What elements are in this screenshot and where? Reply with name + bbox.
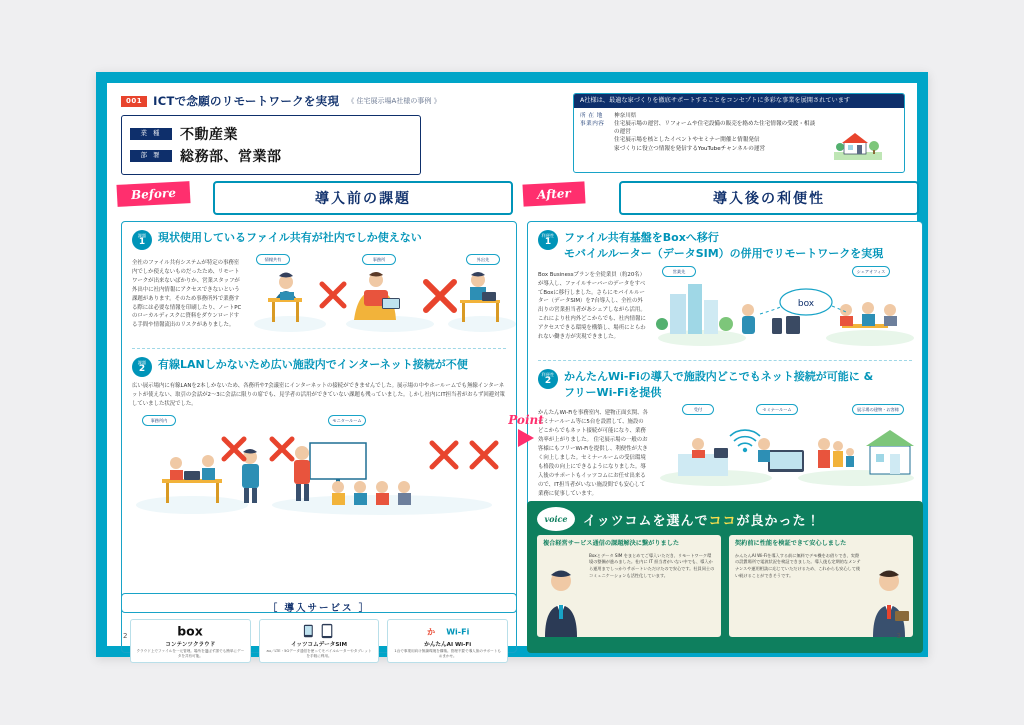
service-name: コンテンツクラウド xyxy=(165,642,216,648)
voice-title xyxy=(583,510,821,529)
after-item-2-body-col xyxy=(538,404,648,498)
after-item-1-title-line2: モバイルルーター（データSIM）の併用でリモートワークを実現 xyxy=(564,246,884,260)
company-info-key: 所 在 地 xyxy=(580,113,603,120)
page-subtitle: 《 住宅展示場A社様の事例 》 xyxy=(347,97,441,105)
after-item-2-badge xyxy=(538,369,558,389)
after-item-2-label-2: 展示場の建物・お客様 xyxy=(852,404,904,415)
company-info-row xyxy=(580,112,820,120)
voice-card-1-heading: 複合経営サービス通信の課題解決に繋がりました xyxy=(543,540,680,547)
voice-cards xyxy=(527,533,923,645)
wifi-router-icon xyxy=(390,623,505,639)
voice-person-1-illustration xyxy=(539,565,583,637)
after-item-1-title-line1: ファイル共有基盤をBoxへ移行 xyxy=(564,231,719,244)
after-item-2-head xyxy=(538,369,912,401)
after-item-2-body: かんたんWi-Fiを事務室内、建物正面玄関、各セミナールーム等に5台を設置して、施設のどこからでもネット接続が可能になり、業務効率が上がりました。 住宅展示場の一般のお客様にもフリーWi-Fiを提供し、利便性が大きく向上しました。セミナールームの受信環境も格段の向上にできるようになりました。導入後のサポートもイッツコムにお任せ出来るので、IT担当者がいない施設間でも安心して業務に従事しています。 xyxy=(538,410,648,497)
svg-text:box: box xyxy=(797,298,815,309)
before-item-1-title: 現状使用しているファイル共有が社内でしか使えない xyxy=(158,231,422,244)
industry-row xyxy=(130,124,412,144)
before-item-1-illustration xyxy=(250,254,520,338)
voice-card-2-text: かんたんAI Wi-Fiを導入する前に無料でデモ機をお借りでき、実際の設置場所で電波状況を検証できました。導入後も定期的なメンテナンスや運用相談に応じていただけるため、これからも安心して使い続けることができそうです。 xyxy=(735,552,861,578)
service-desc: クラウド上でファイルを一元管理。場所を選ばず誰でも簡単にデータを共有可能。 xyxy=(136,649,245,658)
after-item-1-head xyxy=(538,230,912,262)
before-item-1-label-2: 外出先 xyxy=(466,254,500,265)
department-label: 部 署 xyxy=(130,150,172,162)
page-number-right: 3 xyxy=(896,632,901,640)
company-info-value: 家づくりに役立つ情報を発信するYouTubeチャンネルの運営 xyxy=(614,145,766,152)
point-marker xyxy=(505,413,547,447)
point-label: Point xyxy=(508,413,544,427)
voice-header xyxy=(527,501,923,533)
page-number-left: 2 xyxy=(123,632,128,640)
department-value: 総務部、営業部 xyxy=(180,149,282,165)
service-card-sim[interactable] xyxy=(259,619,380,663)
document-header xyxy=(121,93,576,175)
after-item-1-title-group xyxy=(564,230,883,262)
header-title-row xyxy=(121,93,576,109)
before-item-1-label-1: 事務所 xyxy=(362,254,396,265)
company-info-headline: A社様は、最適な家づくりを徹底サポートすることをコンセプトに多彩な事業を展開されています xyxy=(574,94,904,108)
kantan-wifi-icon xyxy=(413,623,483,639)
services-row xyxy=(130,619,508,663)
before-ribbon xyxy=(121,181,517,221)
before-item-2-badge-top: 課題 xyxy=(137,360,147,365)
before-band xyxy=(213,181,513,215)
company-info-key: 事業内容 xyxy=(580,121,605,128)
voice-card-2-heading: 契約前に性能を検証できて安心しました xyxy=(735,540,847,547)
before-item-2-label-0: 事務所内 xyxy=(142,415,176,426)
after-item-1-body-col xyxy=(538,266,648,350)
company-info-value: 住宅展示場の運営、リフォームや住宅設備の販売を絡めた住宅情報の受渡・相談の運営 xyxy=(614,121,816,136)
before-band-label: 導入前の課題 xyxy=(315,191,411,207)
office-remote-illustration xyxy=(250,254,520,338)
after-item-1-badge-top: 利便性 xyxy=(541,233,555,238)
company-info-row xyxy=(580,136,820,144)
after-band xyxy=(619,181,919,215)
company-info-value: 住宅展示場を核としたイベントやセミナー開催と情報発信 xyxy=(614,137,760,144)
after-item-1-badge-num: 1 xyxy=(544,237,552,247)
voice-title-emphasis: ココ xyxy=(708,513,737,529)
before-item-2-badge-num: 2 xyxy=(138,364,146,374)
company-info-row xyxy=(580,120,820,136)
after-item-1-label-0: 営業先 xyxy=(662,266,696,277)
after-item-2-label-0: 受付 xyxy=(682,404,714,415)
company-info-body xyxy=(574,108,904,157)
after-item-2-title-line2: フリーWi-Fiを提供 xyxy=(564,385,662,399)
before-item-2-label-1: モニタールーム xyxy=(328,415,366,426)
after-item-2-badge-top: 利便性 xyxy=(541,371,555,377)
before-item-2-title: 有線LANしかないため広い施設内でインターネット接続が不便 xyxy=(158,358,468,371)
industry-box xyxy=(121,115,421,175)
point-arrow-icon xyxy=(518,429,534,447)
before-item-2-badge xyxy=(132,357,152,377)
before-divider xyxy=(132,348,506,349)
service-name: かんたんAI Wi-Fi xyxy=(424,642,472,648)
industry-value: 不動産業 xyxy=(180,127,238,143)
voice-badge: voice xyxy=(537,507,575,531)
voice-card-1 xyxy=(537,535,721,637)
sim-device-icon xyxy=(262,623,377,639)
spread-inner xyxy=(107,83,917,658)
after-item-2-content xyxy=(538,404,912,498)
svg-text:か: か xyxy=(426,627,435,637)
voice-title-pre: イッツコムを選んで xyxy=(583,513,709,529)
svg-text:Wi-Fi: Wi-Fi xyxy=(445,627,469,637)
company-info-value: 神奈川県 xyxy=(614,113,637,120)
box-wordmark-icon xyxy=(160,623,220,639)
company-info-rows xyxy=(580,112,820,153)
company-info-key xyxy=(580,145,614,153)
after-item-1-illustration xyxy=(656,266,918,350)
sim-router-icon xyxy=(294,623,344,639)
after-item-2-badge-num: 2 xyxy=(544,375,552,386)
after-item-1-content xyxy=(538,266,912,350)
voice-person-2-illustration xyxy=(867,565,911,637)
before-item-1-body: 全社のファイル共有システムが特定の事務室内でしか使えないものだったため、リモートワークが出来ないばかりか、営業スタッフが外出中に社内情報にアクセスできないという課題があります。そのため事務所外で業務する際には必要な情報を印刷したり、ノートPCのローカルディスクに資料をダウンロードする手間や情報流出のリスクがありました。 xyxy=(132,260,242,329)
voice-card-1-text: Boxとデータ SIM をまとめてご導入いただき、リモートワーク環境の整備が進みました。社内に IT 担当者がいない中でも、導入から運用までしっかりサポートいただけたので安心です。社員同士のコミュニケーションも活性化しています。 xyxy=(589,552,715,578)
page-title: ICTで念願のリモートワークを実現 xyxy=(153,94,340,108)
company-info-art xyxy=(826,112,898,153)
before-item-1-badge xyxy=(132,230,152,250)
after-item-1-badge xyxy=(538,230,558,250)
before-item-1-badge-num: 1 xyxy=(138,237,146,247)
box-remote-work-illustration xyxy=(656,266,918,350)
company-info-key xyxy=(580,136,614,144)
before-tab-label: Before xyxy=(116,181,190,207)
before-item-2-head xyxy=(132,357,506,377)
before-item-1-content xyxy=(132,254,506,338)
before-column xyxy=(121,181,517,613)
after-item-2-title-line1: かんたんWi-Fiの導入で施設内どこでもネット接続が可能に & xyxy=(564,369,874,383)
industry-label: 業 種 xyxy=(130,128,172,140)
wifi-facility-illustration xyxy=(656,404,918,488)
box-logo-icon xyxy=(133,623,248,639)
brochure-spread xyxy=(96,72,928,657)
after-band-label: 導入後の利便性 xyxy=(713,191,825,207)
after-item-1-body: Box Businessプランを全従業員（約20名）が導入し、ファイルサーバーのデータをすべてBoxに移行しました。さらにモバイルルーター（データSIM）を7台導入し、全社の外出りの営業担当者があシェアしながら活用。これにより社内外どこからでも、社内情報にアクセスできる環境を構築し、場所にとらわれない働き方が実現できました。 xyxy=(538,271,646,341)
company-info-panel xyxy=(573,93,905,173)
services-title: ［ 導入サービス ］ xyxy=(267,603,371,614)
after-tab-label: After xyxy=(522,181,585,206)
svg-text:box: box xyxy=(177,623,204,639)
service-desc: au／LTE・5Gデータ通信を使ってモバイルルーターやタブレットを手軽に利用。 xyxy=(266,649,372,658)
service-card-box[interactable] xyxy=(130,619,251,663)
voice-title-post: が良かった！ xyxy=(736,513,821,529)
before-item-1-body-col xyxy=(132,254,242,338)
voice-section xyxy=(527,501,923,653)
service-desc: 1台で事業用向け無線環境を構築。管理不要で導入後のサポートもおまかせ。 xyxy=(394,649,501,658)
before-item-2-body: 広い展示場内に有線LANを2本しかないため、各務所や7会議室にインターネットの接続ができませんでした。展示場の中やホールームでも無線インターネットが使えない、取引の会話が2〜3に会話に限りの席でも、見学者の活用ができていない課題も残っていました。しかし社内にIT担当者がおらず回避対策していました状況でした。 xyxy=(132,383,505,407)
before-panel xyxy=(121,221,517,613)
company-info-row xyxy=(580,145,820,153)
before-item-1-label-0: 情報共有 xyxy=(256,254,290,265)
after-column xyxy=(527,181,923,521)
case-number-badge: 001 xyxy=(121,96,147,107)
service-card-wifi[interactable] xyxy=(387,619,508,663)
after-item-2-label-1: セミナールーム xyxy=(756,404,798,415)
department-row xyxy=(130,146,412,166)
after-panel xyxy=(527,221,923,521)
before-item-1-badge-top: 課題 xyxy=(137,233,147,238)
after-ribbon xyxy=(527,181,923,221)
before-item-1-head xyxy=(132,230,506,250)
house-icon xyxy=(834,126,882,160)
after-item-2-illustration xyxy=(656,404,918,488)
facility-no-wifi-illustration xyxy=(132,413,506,517)
before-item-2-illustration xyxy=(132,413,506,517)
service-name: イッツコムデータSIM xyxy=(290,642,348,648)
after-divider xyxy=(538,360,912,361)
services-panel xyxy=(121,593,517,658)
after-item-2-title-group xyxy=(564,369,873,401)
after-item-1-label-1: シェアオフィス xyxy=(852,266,890,277)
voice-card-2 xyxy=(729,535,913,637)
